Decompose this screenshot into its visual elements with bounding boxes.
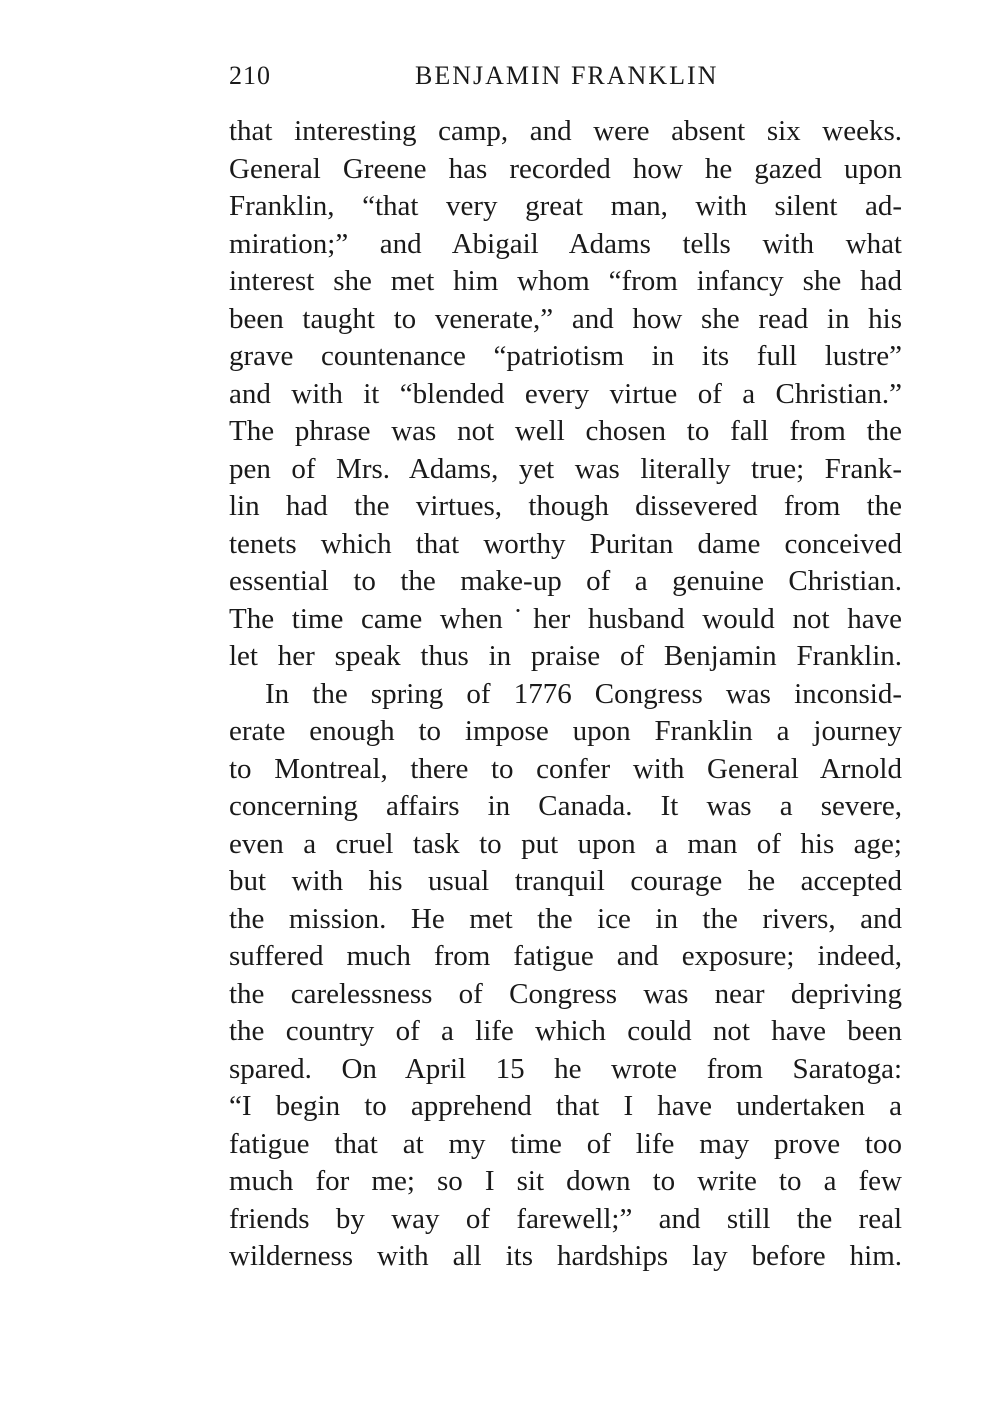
running-head bbox=[229, 58, 902, 94]
text-line: erate enough to impose upon Franklin a journey bbox=[229, 715, 902, 747]
text-line: wilderness with all its hardships lay before him. bbox=[229, 1240, 902, 1272]
text-line: the mission. He met the ice in the rivers, and bbox=[229, 902, 902, 935]
body-text bbox=[229, 113, 902, 1276]
text-line: pen of Mrs. Adams, yet was literally true; Frank- bbox=[229, 452, 902, 485]
text-line: In the spring of 1776 Congress was inconsid- bbox=[265, 677, 902, 710]
text-line: The time came when˙her husband would not have bbox=[229, 602, 902, 635]
text-line: but with his usual tranquil courage he accepted bbox=[229, 865, 902, 897]
text-line: that interesting camp, and were absent six weeks. bbox=[229, 115, 902, 147]
page-number: 210 bbox=[229, 61, 271, 90]
text-line: interest she met him whom “from infancy she had bbox=[229, 265, 902, 297]
text-line: been taught to venerate,” and how she read in his bbox=[229, 302, 902, 335]
text-line: essential to the make-up of a genuine Christian. bbox=[229, 565, 902, 597]
text-line: The phrase was not well chosen to fall from the bbox=[229, 415, 902, 447]
text-line: even a cruel task to put upon a man of his age; bbox=[229, 827, 902, 860]
text-line: miration;” and Abigail Adams tells with what bbox=[229, 227, 902, 260]
text-line: and with it “blended every virtue of a Christian.” bbox=[229, 377, 902, 410]
text-line: friends by way of farewell;” and still the real bbox=[229, 1202, 902, 1235]
paragraph-1 bbox=[229, 113, 902, 676]
text-line: fatigue that at my time of life may prove too bbox=[229, 1127, 902, 1160]
text-line: grave countenance “patriotism in its full lustre” bbox=[229, 340, 902, 372]
text-line: “I begin to apprehend that I have undertaken a bbox=[229, 1090, 902, 1122]
text-line: suffered much from fatigue and exposure; indeed, bbox=[229, 940, 902, 972]
text-line: lin had the virtues, though dissevered from the bbox=[229, 490, 902, 522]
text-line: tenets which that worthy Puritan dame conceived bbox=[229, 527, 902, 560]
text-line: Franklin, “that very great man, with silent ad- bbox=[229, 190, 902, 222]
text-line: General Greene has recorded how he gazed upon bbox=[229, 152, 902, 185]
text-line: spared. On April 15 he wrote from Saratoga: bbox=[229, 1052, 902, 1085]
text-line: the carelessness of Congress was near depriving bbox=[229, 977, 902, 1010]
text-line: to Montreal, there to confer with General Arnold bbox=[229, 752, 902, 785]
text-line: let her speak thus in praise of Benjamin Franklin. bbox=[229, 640, 902, 672]
text-line: concerning affairs in Canada. It was a severe, bbox=[229, 790, 902, 822]
text-line: much for me; so I sit down to write to a few bbox=[229, 1165, 902, 1197]
book-title: BENJAMIN FRANKLIN bbox=[415, 61, 719, 90]
text-line: the country of a life which could not have been bbox=[229, 1015, 902, 1047]
paragraph-2 bbox=[229, 676, 902, 1276]
